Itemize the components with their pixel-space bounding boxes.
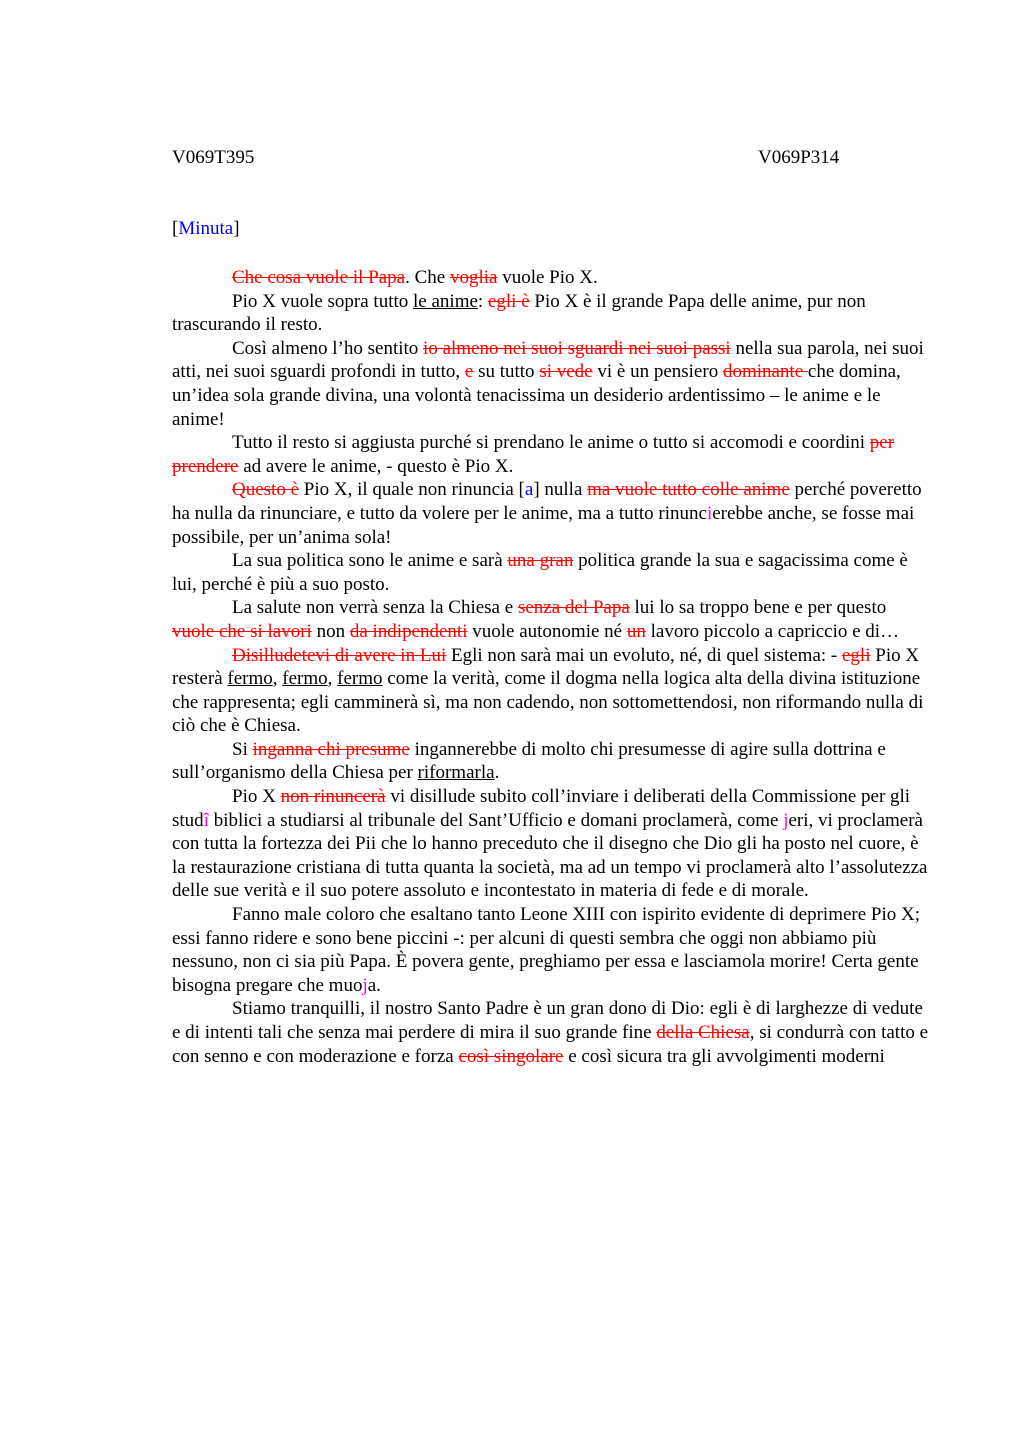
deleted-text: dominante	[722, 361, 808, 383]
text-segment: non	[311, 620, 350, 642]
bracket-open: [	[172, 218, 179, 239]
text-segment: a.	[367, 974, 381, 996]
text-segment: vi è un pensiero	[592, 361, 723, 383]
text-segment: Egli non sarà mai un evoluto, né, di quel sistema: -	[446, 644, 842, 666]
paragraph	[172, 644, 932, 738]
text-segment: La salute non verrà senza la Chiesa e	[232, 597, 518, 619]
deleted-text: Disilludetevi di avere in Lui	[232, 644, 447, 666]
paragraph	[172, 785, 932, 903]
underlined-text: fermo	[227, 668, 273, 690]
text-segment: come la verità, come il dogma nella logica alta della divina istituzione che rappresenta; egli camminerà sì, ma non cadendo, non sottomettendosi, non riformando nulla di ciò che è Chiesa.	[172, 668, 924, 737]
text-segment: Pio X è il grande Papa delle anime, pur non trascurando il resto.	[172, 290, 866, 336]
text-segment: vuole Pio X.	[497, 267, 598, 288]
underlined-text: fermo	[337, 668, 383, 690]
text-segment: che domina, un’idea sola grande divina, una volontà tenacissima un desiderio ardentissimo – le anime e le anime!	[172, 361, 901, 430]
text-segment: Pio X	[232, 786, 281, 808]
bracket-close: ]	[233, 218, 240, 239]
underlined-text: le anime	[413, 290, 478, 312]
text-segment: .	[494, 762, 500, 784]
document-code-right: V069P314	[758, 147, 840, 168]
paragraph	[172, 290, 932, 337]
text-segment: Pio X vuole sopra tutto	[232, 290, 414, 312]
text-segment: ,	[327, 668, 338, 690]
underlined-text: fermo	[282, 668, 328, 690]
deleted-text: Questo è	[232, 479, 300, 501]
document-code-left: V069T395	[172, 147, 255, 168]
deleted-text: ma vuole tutto colle anime	[587, 479, 790, 501]
text-segment: eri, vi proclamerà con tutta la fortezza dei Pii che lo hanno preceduto che il disegno che Dio gli ha posto nel cuore, è la restaurazione cristiana di tutta quanta la società, ma ad un tempo vi proclamerà alto l’assolutezza delle sue verità e il suo potere assoluto e incontestato in materia di fede e di morale.	[172, 809, 928, 902]
paragraph	[172, 478, 932, 549]
text-segment: :	[477, 290, 488, 312]
text-segment: Pio X resterà	[172, 644, 920, 690]
text-segment: perché poveretto ha nulla da rinunciare, e tutto da volere per le anime, ma a tutto rinunc	[172, 479, 922, 524]
deleted-text: egli	[842, 644, 871, 666]
underlined-text: riformarla	[417, 762, 495, 784]
deleted-text: senza del Papa	[517, 597, 630, 619]
deleted-text: si vede	[539, 361, 593, 383]
paragraph	[172, 596, 932, 643]
correction-mark: j	[783, 809, 789, 831]
correction-mark: j	[362, 974, 368, 996]
text-segment: Così almeno l’ho sentito	[232, 337, 424, 359]
text-segment: nella sua parola, nei suoi atti, nei suoi sguardi profondi in tutto,	[172, 337, 924, 383]
deleted-text: e	[464, 361, 474, 383]
text-segment: Si	[232, 738, 253, 760]
text-segment: e così sicura tra gli avvolgimenti moderni	[563, 1045, 885, 1067]
text-segment: vi disillude subito coll’inviare i deliberati della Commissione per gli stud	[172, 786, 911, 831]
deleted-text: così singolare	[458, 1045, 564, 1067]
document-body	[172, 266, 932, 1068]
deleted-text: una gran	[507, 550, 574, 572]
deleted-text: voglia	[449, 267, 498, 288]
text-segment: ad avere le anime, - questo è Pio X.	[238, 455, 514, 477]
paragraph	[172, 738, 932, 785]
text-segment: lui lo sa troppo bene e per questo	[629, 597, 887, 619]
text-segment: Fanno male coloro che esaltano tanto Leone XIII con ispirito evidente di deprimere Pio X; essi fanno ridere e sono bene piccini -: per alcuni di questi sembra che oggi non abbiamo più nessuno, non ci sia più Papa. È povera gente, preghiamo per essa e lasciamola morire! Certa gente bisogna pregare che muo	[172, 904, 921, 996]
text-segment: , si condurrà con tatto e con senno e con moderazione e forza	[172, 1022, 929, 1067]
paragraph	[172, 337, 932, 431]
deleted-text: Che cosa vuole il Papa	[232, 267, 406, 288]
text-segment: . Che	[405, 267, 450, 288]
paragraph	[172, 997, 932, 1068]
paragraph	[172, 431, 932, 478]
deleted-text: da indipendenti	[349, 620, 468, 642]
correction-mark: î	[203, 809, 209, 831]
text-segment: lavoro piccolo a capriccio e di…	[645, 620, 900, 642]
deleted-text: per prendere	[172, 432, 895, 477]
text-segment: erebbe anche, se fosse mai possibile, per un’anima sola!	[172, 502, 915, 548]
text-segment: su tutto	[473, 361, 540, 383]
text-segment: ingannerebbe di molto chi presumesse di agire sulla dottrina e sull’organismo della Chiesa per	[172, 738, 886, 784]
text-segment: Tutto il resto si aggiusta purché si prendano le anime o tutto si accomodi e coordini	[232, 432, 870, 454]
text-segment: ] nulla	[533, 479, 588, 501]
text-segment: Pio X, il quale non rinuncia [	[299, 479, 525, 501]
text-segment: biblici a studiarsi al tribunale del Sant’Ufficio e domani proclamerà, come	[208, 809, 784, 831]
paragraph	[172, 266, 932, 290]
deleted-text: egli è	[487, 290, 530, 312]
deleted-text: io almeno nei suoi sguardi nei suoi passi	[423, 337, 731, 359]
text-segment: politica grande la sua e sagacissima come è lui, perché è più a suo posto.	[172, 550, 908, 595]
editorial-insert: a	[524, 479, 534, 501]
text-segment: Stiamo tranquilli, il nostro Santo Padre è un gran dono di Dio: egli è di larghezze di vedute e di intenti tali che senza mai perdere di mira il suo grande fine	[172, 998, 923, 1043]
deleted-text: inganna chi presume	[252, 738, 410, 760]
text-segment: ,	[272, 668, 283, 690]
document-type: Minuta	[178, 218, 234, 239]
correction-mark: i	[706, 502, 713, 524]
text-segment: vuole autonomie né	[467, 620, 627, 642]
deleted-text: della Chiesa	[656, 1022, 750, 1043]
paragraph	[172, 549, 932, 596]
deleted-text: un	[626, 620, 646, 642]
paragraph	[172, 903, 932, 997]
deleted-text: vuole che si lavori	[172, 620, 312, 642]
deleted-text: non rinuncerà	[280, 786, 386, 808]
document-type-label	[172, 218, 240, 240]
text-segment: La sua politica sono le anime e sarà	[232, 550, 508, 572]
